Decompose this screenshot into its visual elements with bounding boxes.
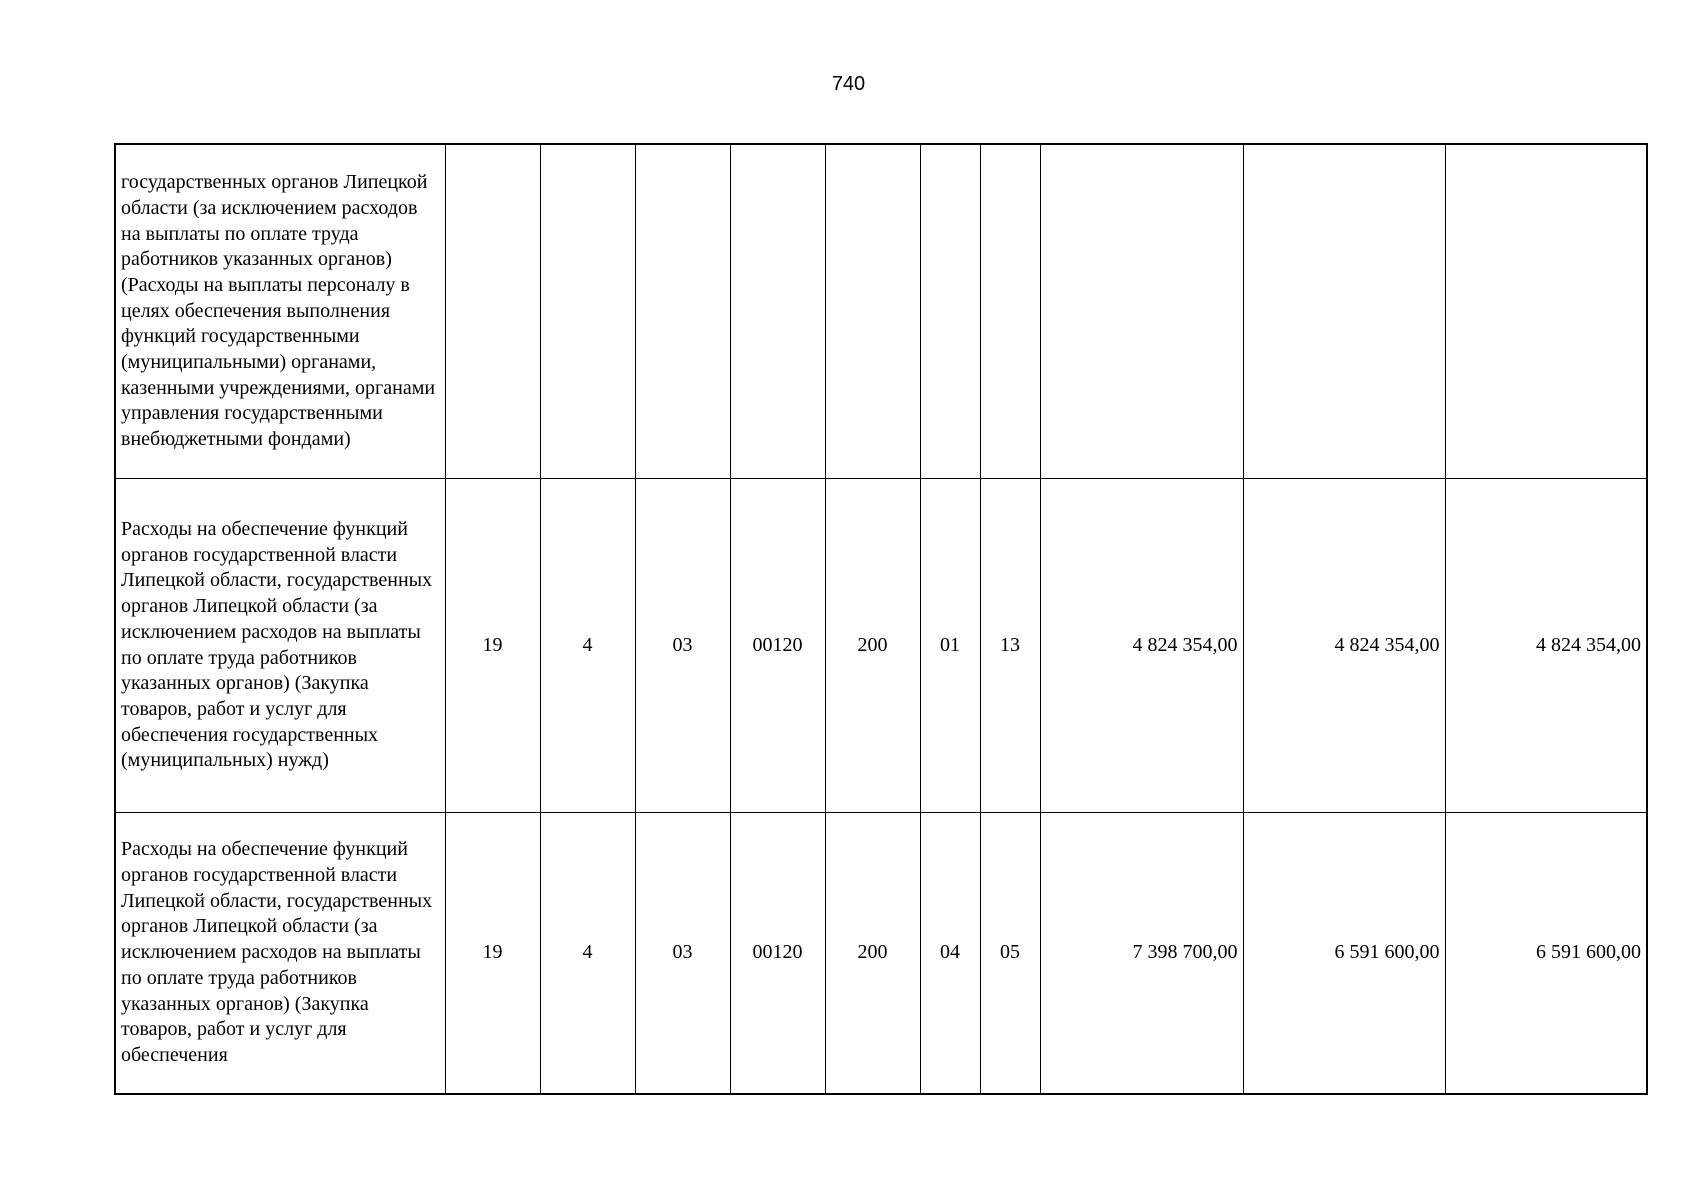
cell-code-5: 200 [825,813,920,1095]
cell-code-1 [445,144,540,479]
table-row [115,813,1647,1095]
cell-code-3: 03 [635,479,730,813]
cell-amount-1: 7 398 700,00 [1040,813,1243,1095]
cell-code-3 [635,144,730,479]
cell-code-6 [920,144,980,479]
cell-code-2 [540,144,635,479]
cell-code-4: 00120 [730,479,825,813]
cell-code-2: 4 [540,813,635,1095]
cell-amount-3: 4 824 354,00 [1445,479,1647,813]
cell-amount-2: 4 824 354,00 [1243,479,1445,813]
cell-amount-1 [1040,144,1243,479]
cell-code-6: 04 [920,813,980,1095]
cell-code-5 [825,144,920,479]
cell-amount-1: 4 824 354,00 [1040,479,1243,813]
cell-amount-3 [1445,144,1647,479]
cell-code-5: 200 [825,479,920,813]
table-row [115,144,1647,479]
cell-code-1: 19 [445,813,540,1095]
cell-amount-2: 6 591 600,00 [1243,813,1445,1095]
cell-code-6: 01 [920,479,980,813]
cell-amount-3: 6 591 600,00 [1445,813,1647,1095]
cell-code-4: 00120 [730,813,825,1095]
row-description: Расходы на обеспечение функций органов государственной власти Липецкой области, государственных органов Липецкой области (за исключением расходов на выплаты по оплате труда работников указанных органов) (Закупка товаров, работ и услуг для обеспечения государственных (муниципальных) нужд) [115,479,445,813]
cell-code-3: 03 [635,813,730,1095]
page-number: 740 [831,73,866,95]
row-description: Расходы на обеспечение функций органов государственной власти Липецкой области, государственных органов Липецкой области (за исключением расходов на выплаты по оплате труда работников указанных органов) (Закупка товаров, работ и услуг для обеспечения [115,813,445,1095]
table-row [115,479,1647,813]
cell-amount-2 [1243,144,1445,479]
budget-table [114,143,1648,1095]
cell-code-2: 4 [540,479,635,813]
cell-code-7: 05 [980,813,1040,1095]
row-description: государственных органов Липецкой области (за исключением расходов на выплаты по оплате труда работников указанных органов) (Расходы на выплаты персоналу в целях обеспечения выполнения функций государственными (муниципальными) органами, казенными учреждениями, органами управления государственными внебюджетными фондами) [115,144,445,479]
cell-code-4 [730,144,825,479]
cell-code-1: 19 [445,479,540,813]
cell-code-7: 13 [980,479,1040,813]
cell-code-7 [980,144,1040,479]
